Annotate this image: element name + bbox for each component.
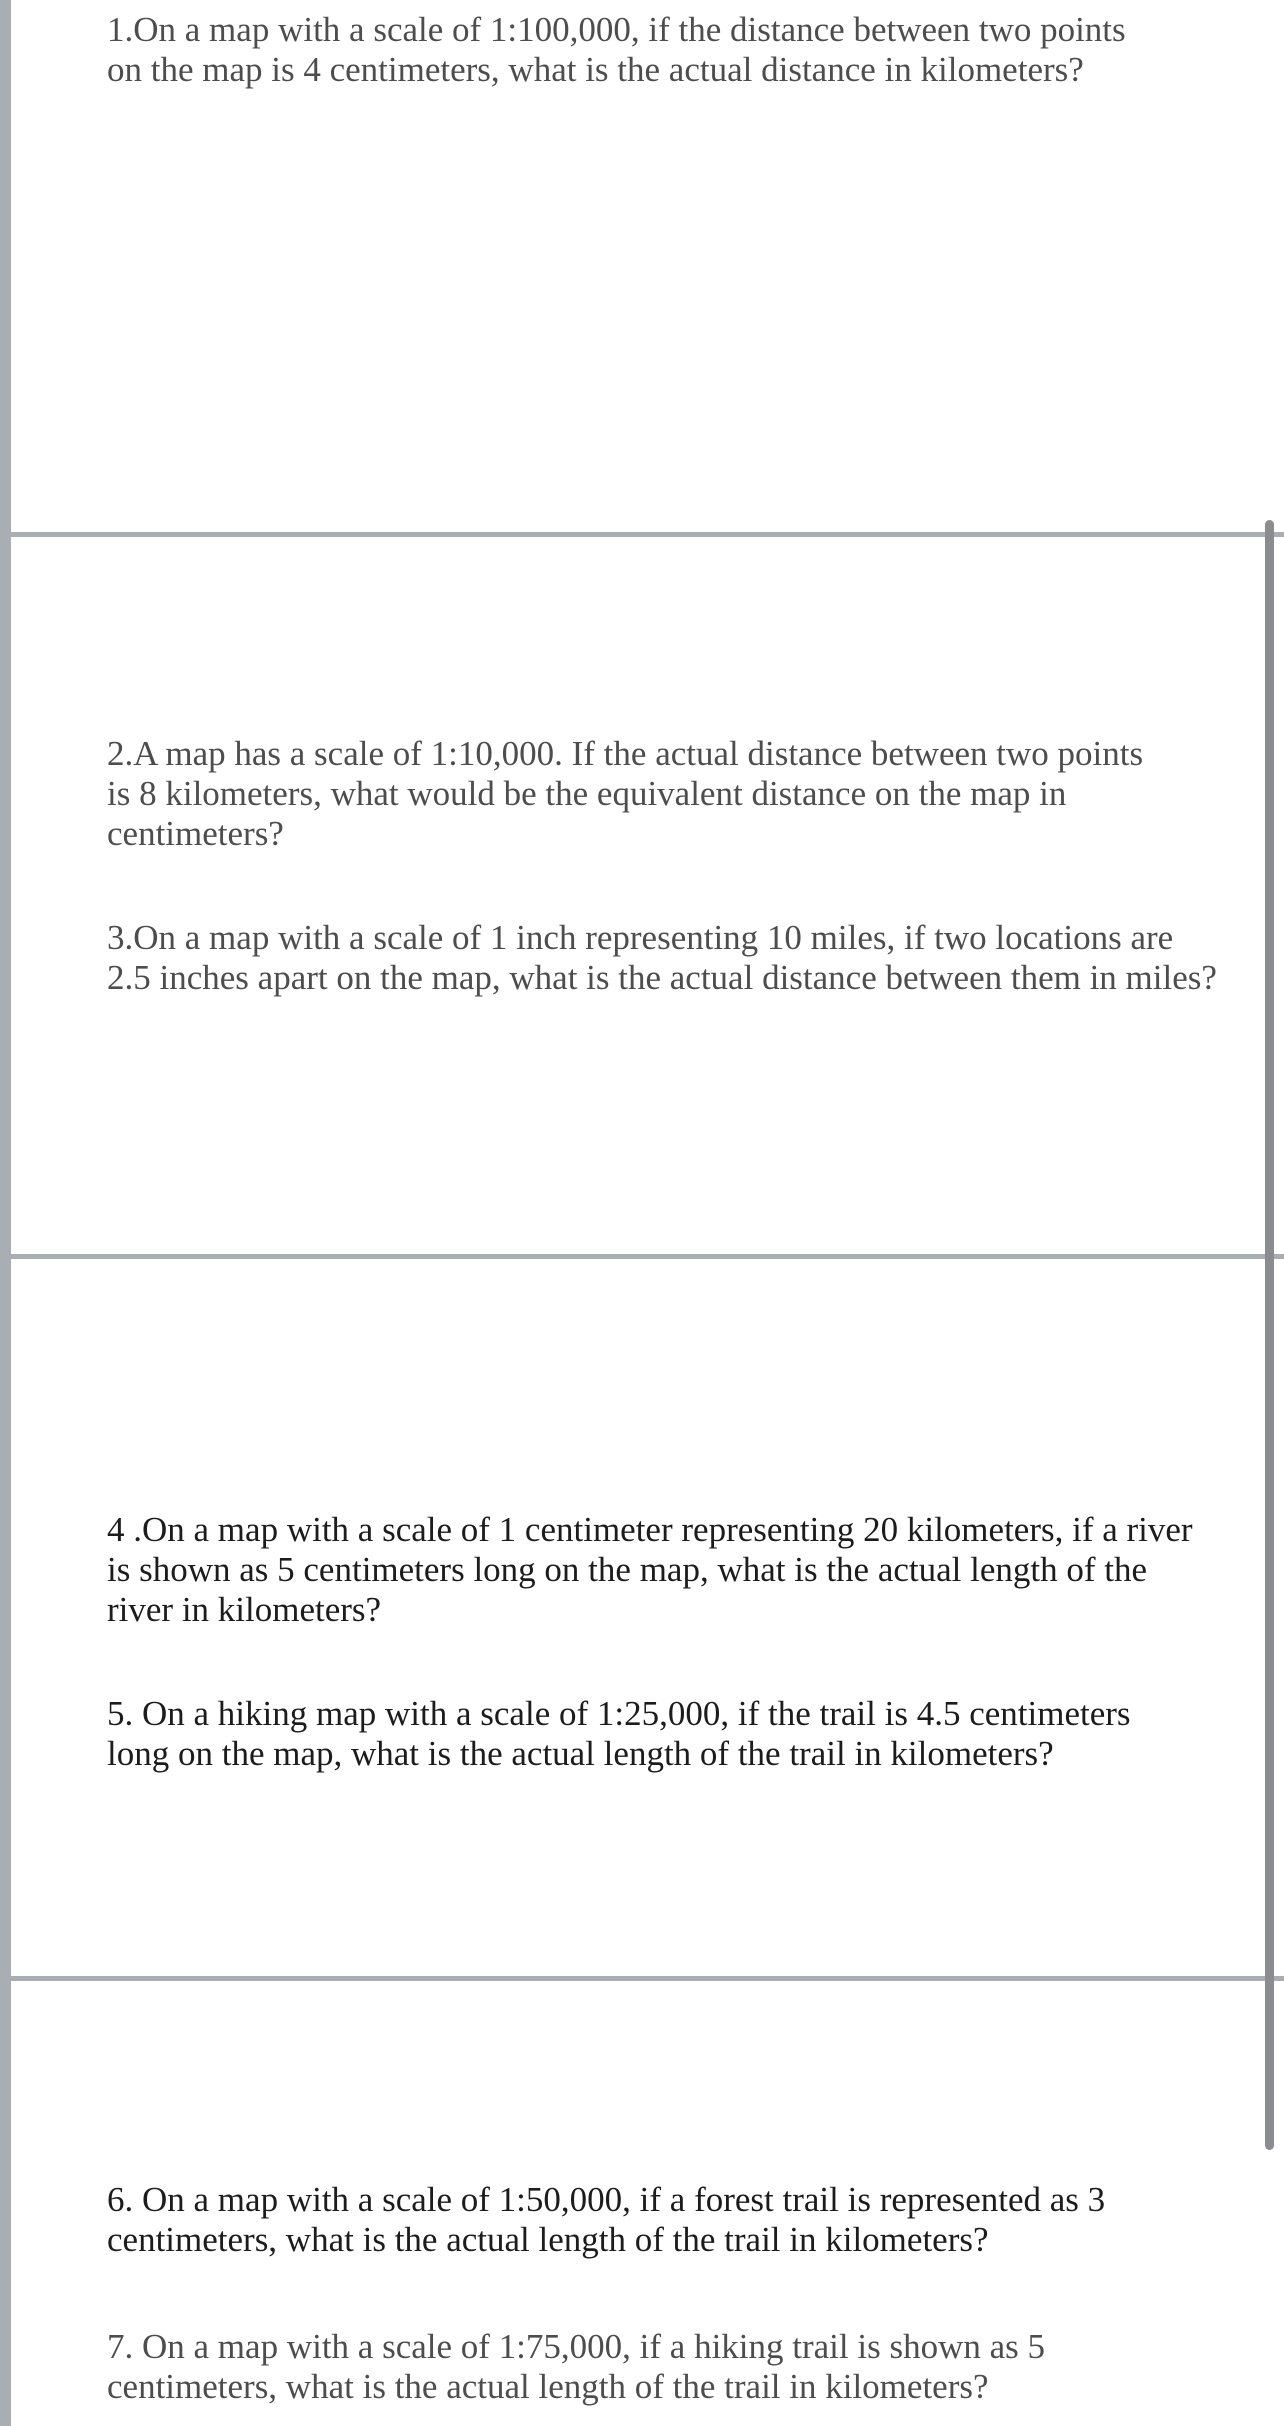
page-separator [11,1254,1284,1259]
question-4: 4 .On a map with a scale of 1 centimeter representing 20 kilometers, if a river is shown as 5 centimeters long on the map, what is the actual length of the river in kilometers? [107,1510,1193,1629]
viewer-left-edge [0,0,11,2426]
page-separator [11,1976,1284,1981]
question-3: 3.On a map with a scale of 1 inch representing 10 miles, if two locations are 2.5 inches apart on the map, what is the actual distance between them in miles? [107,918,1217,997]
page-separator [11,532,1284,537]
question-1: 1.On a map with a scale of 1:100,000, if the distance between two points on the map is 4 centimeters, what is the actual distance in kilometers? [107,10,1126,89]
scrollbar-thumb[interactable] [1265,520,1274,2150]
question-6: 6. On a map with a scale of 1:50,000, if a forest trail is represented as 3 centimeters, what is the actual length of the trail in kilometers? [107,2180,1106,2259]
question-2: 2.A map has a scale of 1:10,000. If the actual distance between two points is 8 kilometers, what would be the equivalent distance on the map in centimeters? [107,734,1144,853]
question-5: 5. On a hiking map with a scale of 1:25,000, if the trail is 4.5 centimeters long on the map, what is the actual length of the trail in kilometers? [107,1694,1131,1773]
question-7: 7. On a map with a scale of 1:75,000, if a hiking trail is shown as 5 centimeters, what is the actual length of the trail in kilometers? [107,2327,1046,2406]
